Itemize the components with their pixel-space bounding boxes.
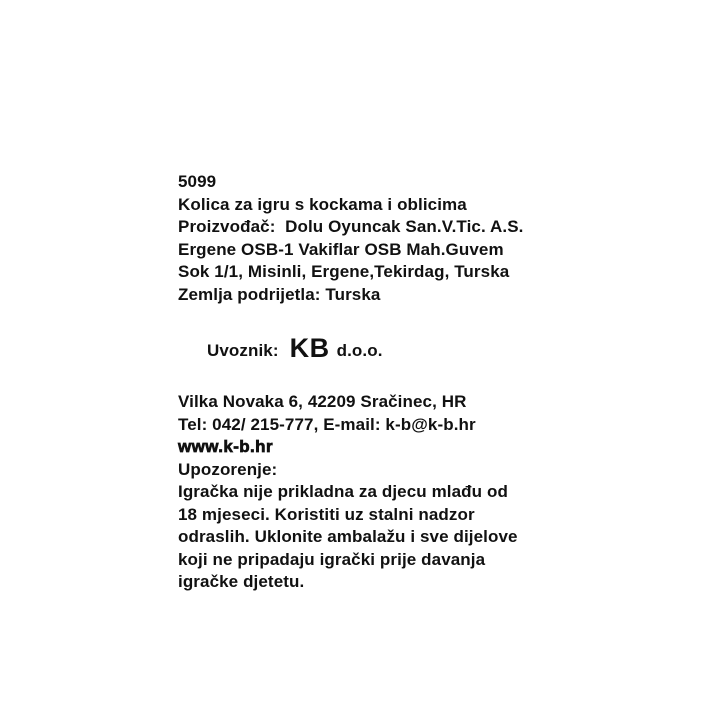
product-label [178, 171, 578, 594]
warning-line4: koji ne pripadaju igrački prije davanja [178, 549, 486, 569]
importer-line [178, 306, 578, 391]
warning-line1: Igračka nije prikladna za djecu mlađu od [178, 482, 508, 501]
product-code: 5099 [178, 172, 217, 191]
warning-heading: Upozorenje: [178, 459, 278, 479]
product-name: Kolica za igru s kockama i oblicima [178, 194, 467, 214]
importer-address: Vilka Novaka 6, 42209 Sračinec, HR [178, 392, 467, 411]
manufacturer-address-line2: Sok 1/1, Misinli, Ergene,Tekirdag, Turska [178, 262, 510, 281]
warning-line2: 18 mjeseci. Koristiti uz stalni nadzor [178, 504, 475, 524]
warning-line3: odraslih. Uklonite ambalažu i sve dijelove [178, 527, 518, 546]
manufacturer-line: Proizvođač: Dolu Oyuncak San.V.Tic. A.S. [178, 217, 524, 236]
origin-line: Zemlja podrijetla: Turska [178, 284, 381, 304]
warning-line5: igračke djetetu. [178, 572, 305, 591]
manufacturer-address-line1: Ergene OSB-1 Vakiflar OSB Mah.Guvem [178, 239, 504, 259]
importer-label: Uvoznik: [206, 341, 279, 360]
importer-suffix: d.o.o. [336, 341, 383, 360]
website: www.k-b.hr [178, 437, 273, 456]
importer-name: KB [289, 333, 330, 363]
contact-line: Tel: 042/ 215-777, E-mail: k-b@k-b.hr [178, 414, 476, 434]
